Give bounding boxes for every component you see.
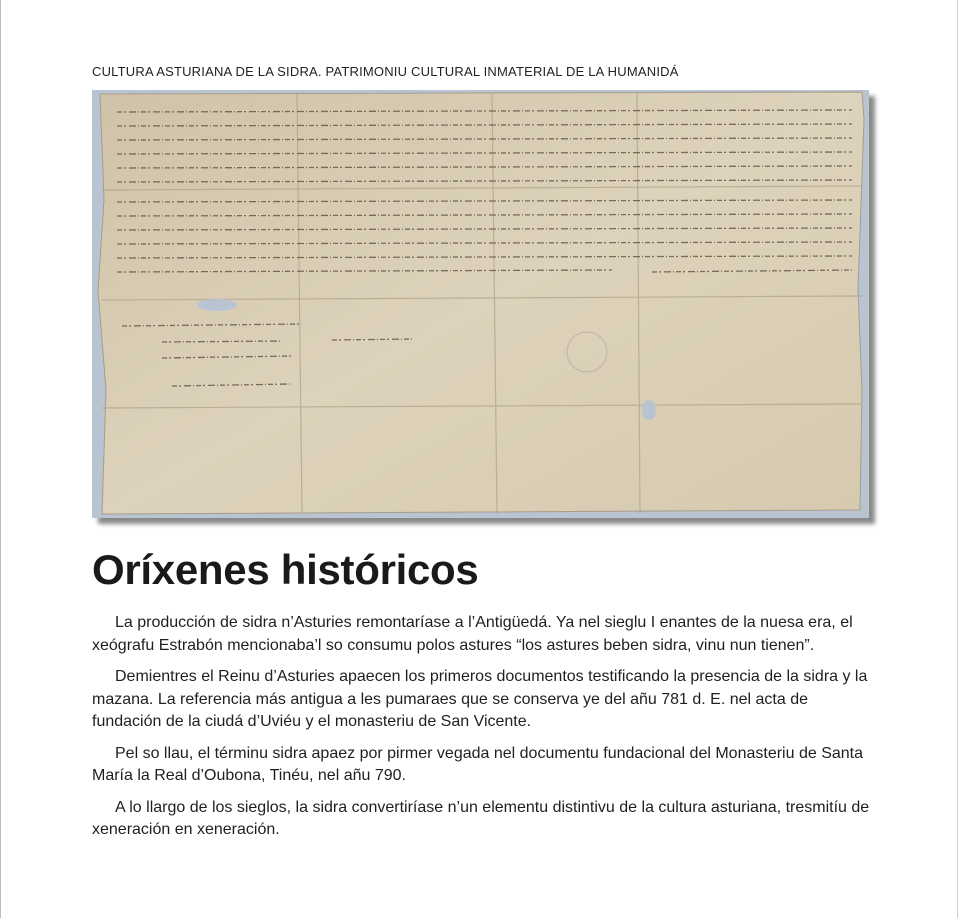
paragraph: Demientres el Reinu d’Asturies apaecen los primeros documentos testificando la presencia de la sidra y la mazana. La referencia más antigua a les pumaraes que se conserva ye del añu 781 d. E. nel acta de fundación de la ciudá d’Uviéu y el monasteriu de San Vicente.: [92, 668, 868, 730]
parchment-hole: [642, 400, 656, 420]
page-edge-left: [0, 0, 1, 918]
section-title: Oríxenes históricos: [92, 546, 479, 593]
paragraph: La producción de sidra n’Asturies remontaríase a l’Antigüedá. Ya nel sieglu I enantes de la nuesa era, el xeógrafu Estrabón mencionaba’l so consumu polos astures “los astures beben sidra, vinu nun tienen”.: [92, 614, 853, 654]
page-edge-right: [957, 0, 958, 918]
paragraph: Pel so llau, el términu sidra apaez por pirmer vegada nel documentu fundacional del Monasteriu de Santa María la Real d’Oubona, Tinéu, nel añu 790.: [92, 744, 863, 784]
parchment-image: [92, 90, 869, 518]
running-header: CULTURA ASTURIANA DE LA SIDRA. PATRIMONIU CULTURAL INMATERIAL DE LA HUMANIDÁ: [92, 64, 679, 79]
paragraph: A lo llargo de los sieglos, la sidra convertiríase n’un elementu distintivu de la cultura asturiana, tresmitíu de xeneración en xeneración.: [92, 798, 870, 838]
parchment-hole: [197, 299, 237, 311]
parchment-figure: [92, 90, 869, 518]
body-text: [92, 612, 872, 851]
